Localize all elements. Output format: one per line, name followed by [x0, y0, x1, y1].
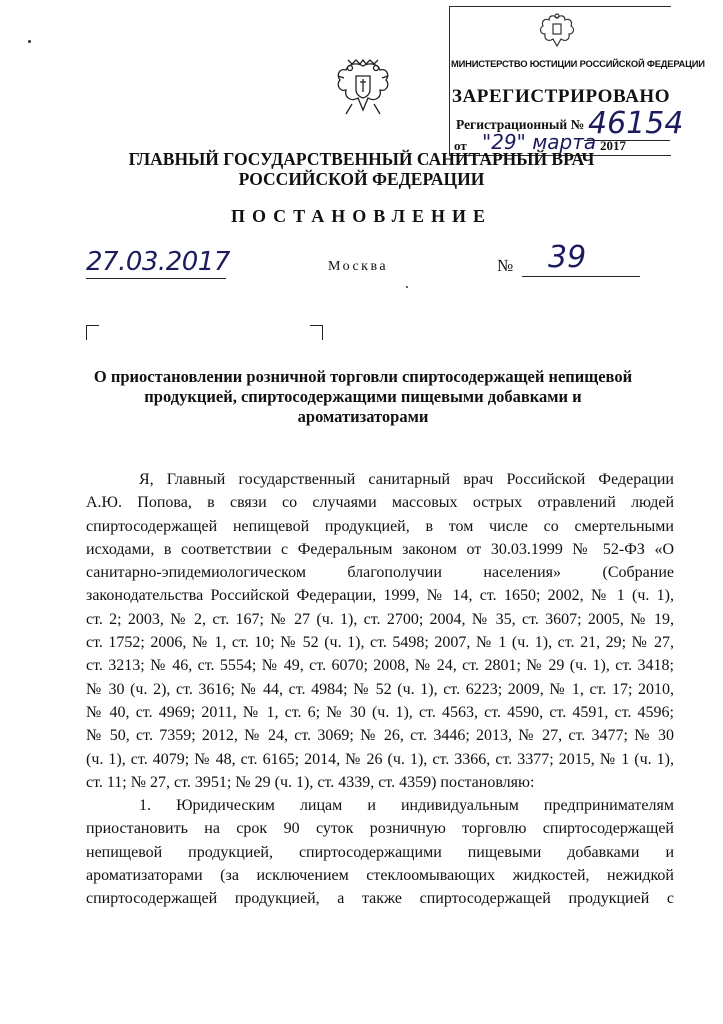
body-line: Я, Главный государственный санитарный врач Российской Федерации — [139, 471, 674, 488]
stamp-reg-date: "29" марта — [482, 130, 597, 154]
scan-speck — [406, 286, 408, 288]
document-city: Москва — [328, 259, 389, 274]
stamp-reg-number: 46154 — [588, 106, 684, 141]
title-line: продукцией, спиртосодержащими пищевыми добавками и — [144, 387, 582, 406]
title-line: ароматизаторами — [297, 407, 429, 426]
stamp-number-underline — [584, 140, 670, 141]
stamp-ministry-text: МИНИСТЕРСТВО ЮСТИЦИИ РОССИЙСКОЙ ФЕДЕРАЦИИ — [451, 58, 705, 69]
title-corner-right — [310, 325, 323, 340]
body-line: непищевой продукцией, спиртосодержащими пищевыми добавками и — [86, 843, 674, 861]
russian-emblem-icon — [336, 58, 390, 118]
body-line: ст. 3213; № 46, ст. 5554; № 49, ст. 6070; 2008, № 24, ст. 2801; № 29 (ч. 1), ст. 3418; — [86, 657, 674, 675]
stamp-reg-year: 2017 — [600, 138, 626, 153]
title-corner-left — [86, 325, 99, 340]
body-line: № 40, ст. 4969; 2011, № 1, ст. 6; № 30 (ч. 1), ст. 4563, ст. 4590, ст. 4591, ст. 4596; — [86, 703, 674, 721]
body-line: спиртосодержащей продукцией, а также спиртосодержащей продукцией с — [86, 890, 674, 908]
title-line: О приостановлении розничной торговли спиртосодержащей непищевой — [93, 367, 633, 386]
number-underline — [522, 276, 640, 277]
issuer-title-line2: РОССИЙСКОЙ ФЕДЕРАЦИИ — [238, 169, 485, 189]
body-line: санитарно-эпидемиологическом благополучии населения» (Собрание — [86, 564, 674, 582]
document-number: 39 — [548, 240, 587, 275]
body-line: ст. 2; 2003, № 2, ст. 167; № 27 (ч. 1), ст. 2700; 2004, № 35, ст. 3607; 2005, № 19, — [86, 610, 674, 628]
body-line: А.Ю. Попова, в связи со случаями массовых острых отравлений людей — [86, 494, 674, 512]
document-title — [86, 367, 640, 427]
body-line: спиртосодержащей непищевой продукцией, в том числе со смертельными — [86, 517, 674, 535]
body-line: 1. Юридическим лицам и индивидуальным предпринимателям — [139, 797, 674, 815]
stamp-from-label: от — [454, 138, 467, 153]
body-line: ст. 11; № 27, ст. 3951; № 29 (ч. 1), ст. 4339, ст. 4359) постановляю: — [86, 773, 535, 791]
document-type: ПОСТАНОВЛЕНИЕ — [230, 206, 493, 226]
stamp-emblem-icon — [535, 12, 579, 52]
scan-speck — [28, 40, 31, 43]
body-line: ароматизаторами (за исключением стеклоомывающих жидкостей, нежидкой — [86, 867, 674, 885]
body-line: исходами, в соответствии с Федеральным законом от 30.03.1999 № 52-ФЗ «О — [86, 540, 674, 558]
body-line: № 30 (ч. 2), ст. 3616; № 44, ст. 4984; № 52 (ч. 1), ст. 6223; 2009, № 1, ст. 17; 2010, — [86, 680, 674, 698]
body-line: приостановить на срок 90 суток розничную торговлю спиртосодержащей — [86, 820, 674, 838]
body-line: законодательства Российской Федерации, 1999, № 14, ст. 1650; 2002, № 1 (ч. 1), — [86, 587, 674, 605]
document-date: 27.03.2017 — [86, 247, 230, 277]
body-line: (ч. 1), ст. 4079; № 48, ст. 6165; 2014, № 26 (ч. 1), ст. 3366, ст. 3377; 2015, № 1 (ч. 1), — [86, 750, 674, 768]
body-line: № 50, ст. 7359; 2012, № 24, ст. 3069; № 26, ст. 3446; 2013, № 27, ст. 3477; № 30 — [86, 727, 674, 745]
number-sign: № — [497, 256, 514, 275]
stamp-reg-number-label: Регистрационный № — [456, 117, 585, 132]
document-body — [86, 468, 674, 911]
date-underline — [86, 278, 226, 279]
stamp-registered-text: ЗАРЕГИСТРИРОВАНО — [451, 86, 671, 107]
issuer-title-line1: ГЛАВНЫЙ ГОСУДАРСТВЕННЫЙ САНИТАРНЫЙ ВРАЧ — [128, 149, 595, 169]
body-line: ст. 1752; 2006, № 1, ст. 10; № 52 (ч. 1), ст. 5498; 2007, № 1 (ч. 1), ст. 21, 29; № 27, — [86, 634, 674, 652]
